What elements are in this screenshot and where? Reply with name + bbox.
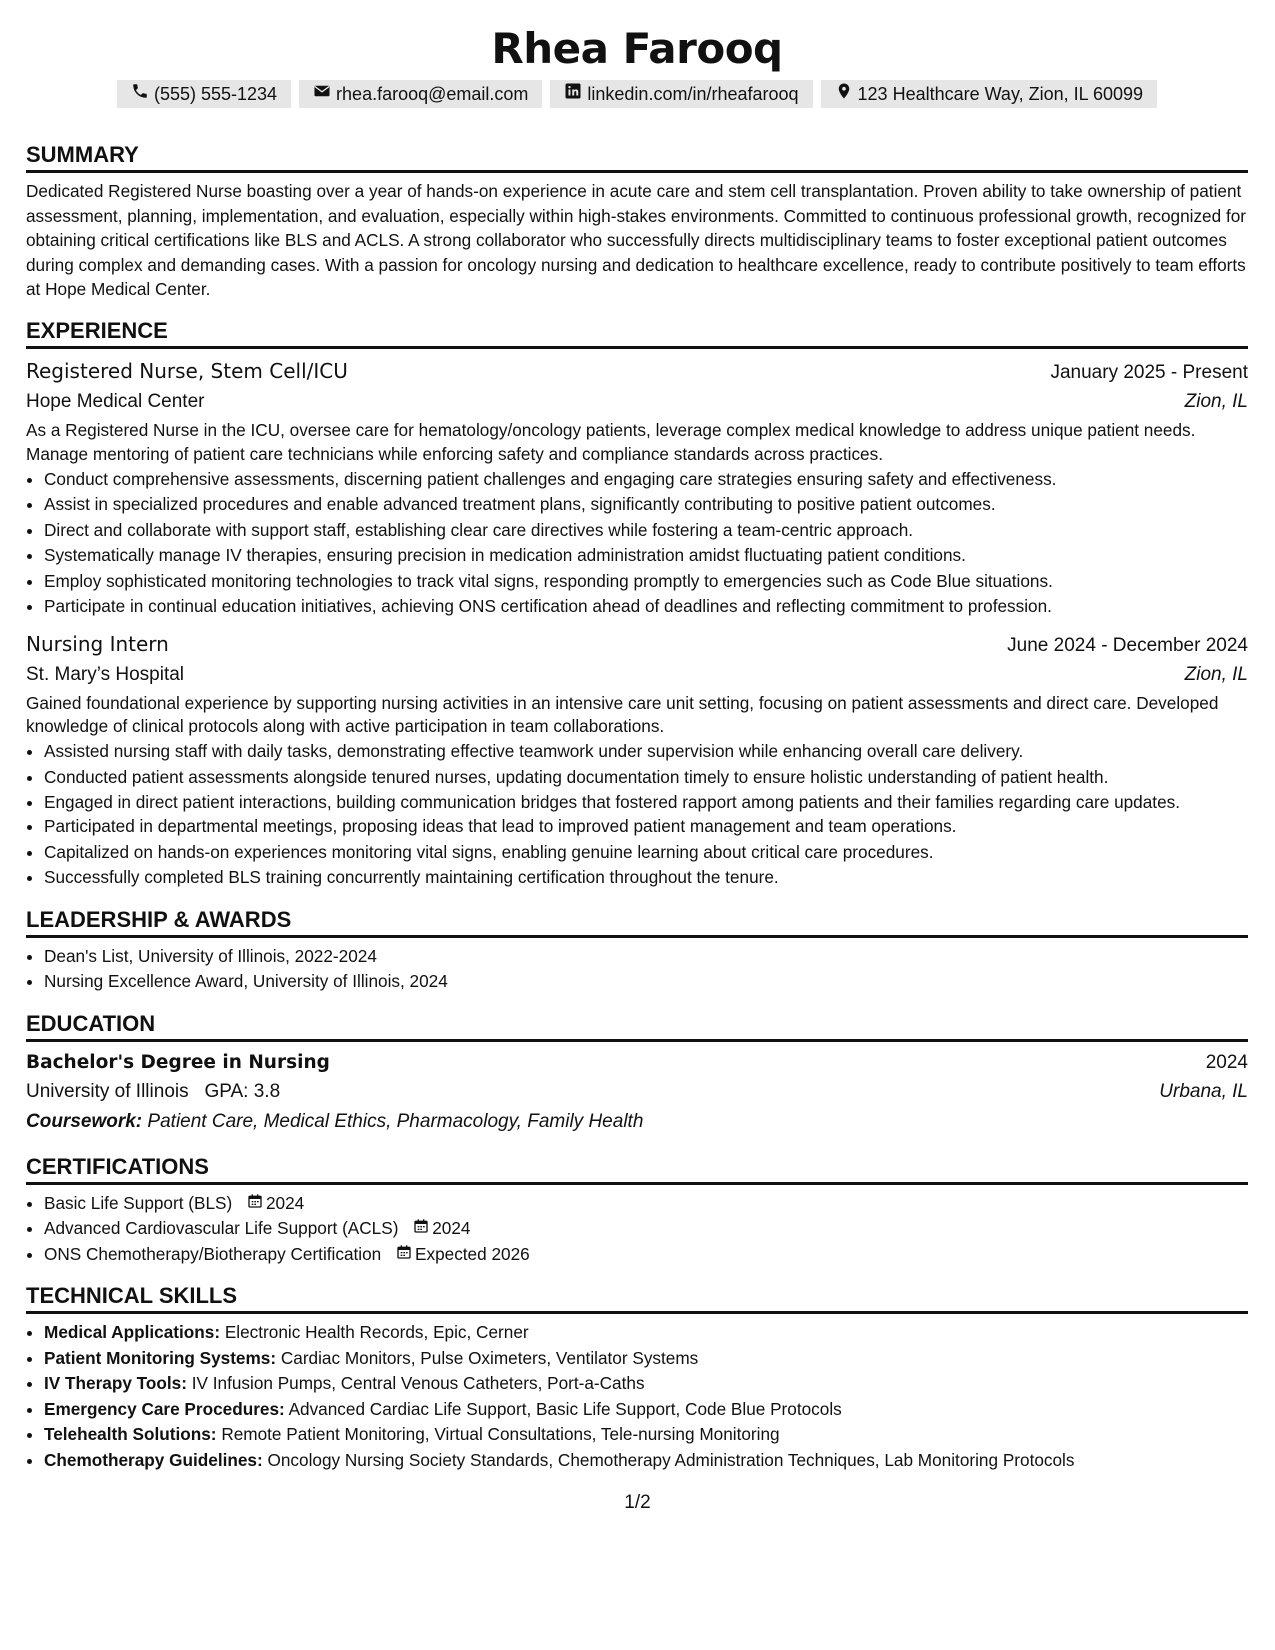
contact-bar xyxy=(26,80,1248,108)
section-title: TECHNICAL SKILLS xyxy=(26,1281,1248,1314)
list-item: • Participate in continual education initiatives, achieving ONS certification ahead of deadlines and reflecting commitment to profession. xyxy=(44,594,1248,620)
summary-section xyxy=(26,140,1248,302)
linkedin-icon xyxy=(564,80,582,108)
skill-label: Medical Applications: xyxy=(44,1322,221,1343)
address-text: 123 Healthcare Way, Zion, IL 60099 xyxy=(857,84,1144,104)
list-item: • Conduct comprehensive assessments, discerning patient challenges and engaging care strategies ensuring safety and effectiveness. xyxy=(44,467,1248,493)
skill-label: Telehealth Solutions: xyxy=(44,1424,217,1445)
list-item xyxy=(44,1371,1248,1397)
cert-date: 2024 xyxy=(265,1192,305,1213)
contact-phone[interactable] xyxy=(117,80,291,108)
experience-section xyxy=(26,316,1248,891)
email-text: rhea.farooq@email.com xyxy=(336,84,529,104)
education-section xyxy=(26,1009,1248,1138)
list-item: • Nursing Excellence Award, University of Illinois, 2024 xyxy=(44,969,1248,995)
section-title: SUMMARY xyxy=(26,140,1248,173)
calendar-icon xyxy=(247,1191,263,1217)
coursework xyxy=(26,1106,1248,1138)
job-description: Gained foundational experience by supporting nursing activities in an intensive care unit setting, focusing on patient assessments and direct care. Developed knowledge of clinical protocols along with active participation in team collaborations. xyxy=(26,692,1219,737)
section-title: EDUCATION xyxy=(26,1009,1248,1042)
skills-list xyxy=(26,1320,1248,1473)
school-location: Urbana, IL xyxy=(1159,1080,1248,1102)
list-item: • Successfully completed BLS training concurrently maintaining certification throughout the tenure. xyxy=(44,865,1248,891)
list-item: • Conducted patient assessments alongside tenured nurses, updating documentation timely to ensure holistic understanding of patient health. xyxy=(44,765,1248,791)
cert-name: Advanced Cardiovascular Life Support (ACLS) xyxy=(44,1218,399,1239)
skill-label: Emergency Care Procedures: xyxy=(44,1398,285,1419)
job-dates: June 2024 - December 2024 xyxy=(1007,634,1248,656)
job-location: Zion, IL xyxy=(1184,663,1248,685)
job-company: St. Mary’s Hospital xyxy=(26,663,185,685)
certifications-list xyxy=(26,1191,1248,1268)
phone-icon xyxy=(131,80,149,108)
job-title: Nursing Intern xyxy=(26,631,169,656)
coursework-label: Coursework: xyxy=(26,1110,143,1132)
list-item: • Capitalized on hands-on experiences monitoring vital signs, enabling genuine learning about critical care procedures. xyxy=(44,840,1248,866)
job-location: Zion, IL xyxy=(1184,390,1248,412)
list-item: • Employ sophisticated monitoring technologies to track vital signs, responding promptly to emergencies such as Code Blue situations. xyxy=(44,569,1248,595)
cert-name: Basic Life Support (BLS) xyxy=(44,1192,233,1213)
list-item xyxy=(44,1346,1248,1372)
gpa: GPA: 3.8 xyxy=(204,1080,281,1102)
school-line xyxy=(26,1078,280,1106)
job-entry xyxy=(26,355,1248,620)
job-bullets xyxy=(26,467,1248,620)
cert-date: 2024 xyxy=(432,1218,471,1239)
location-pin-icon xyxy=(835,80,853,108)
skill-value: Advanced Cardiac Life Support, Basic Life Support, Code Blue Protocols xyxy=(288,1398,842,1419)
phone-text: (555) 555-1234 xyxy=(153,84,278,104)
degree-year: 2024 xyxy=(1205,1051,1248,1073)
list-item: • Assist in specialized procedures and enable advanced treatment plans, significantly contributing to positive patient outcomes. xyxy=(44,492,1248,518)
skill-value: IV Infusion Pumps, Central Venous Catheters, Port-a-Caths xyxy=(191,1373,645,1394)
list-item xyxy=(44,1216,1248,1242)
contact-linkedin[interactable] xyxy=(550,80,812,108)
degree-title: Bachelor's Degree in Nursing xyxy=(26,1051,330,1073)
list-item xyxy=(44,1448,1248,1474)
cert-name: ONS Chemotherapy/Biotherapy Certification xyxy=(44,1243,382,1264)
contact-email[interactable] xyxy=(299,80,542,108)
job-entry xyxy=(26,628,1248,891)
section-title: EXPERIENCE xyxy=(26,316,1248,349)
list-item: • Direct and collaborate with support staff, establishing clear care directives while fostering a team-centric approach. xyxy=(44,518,1248,544)
contact-address[interactable] xyxy=(821,80,1158,108)
section-title: LEADERSHIP & AWARDS xyxy=(26,905,1248,938)
school-name: University of Illinois xyxy=(26,1080,189,1102)
job-title: Registered Nurse, Stem Cell/ICU xyxy=(26,358,348,383)
list-item: • Engaged in direct patient interactions, building communication bridges that fostered rapport among patients and their families regarding care updates. xyxy=(44,790,1248,814)
page-number: 1/2 xyxy=(624,1492,651,1513)
list-item xyxy=(44,1397,1248,1423)
resume-page xyxy=(26,0,1248,1473)
skills-section xyxy=(26,1281,1248,1473)
section-title: CERTIFICATIONS xyxy=(26,1152,1248,1185)
summary-text: Dedicated Registered Nurse boasting over a year of hands-on experience in acute care and stem cell transplantation. Proven ability to take ownership of patient assessment, planning, implementation, and evaluation, especially within high-stakes environments. Committed to continuous professional growth, recognized for obtaining critical certifications like BLS and ACLS. A strong collaborator who successfully directs multidisciplinary teams to foster exceptional patient outcomes during complex and demanding cases. With a passion for oncology nursing and dedication to healthcare excellence, ready to contribute positively to team efforts at Hope Medical Center. xyxy=(26,181,1247,300)
leadership-section xyxy=(26,905,1248,995)
list-item xyxy=(44,1422,1248,1448)
skill-value: Electronic Health Records, Epic, Cerner xyxy=(224,1322,529,1343)
job-description: As a Registered Nurse in the ICU, oversee care for hematology/oncology patients, leverage complex medical knowledge to address unique patient needs. Manage mentoring of patient care technicians while enforcing safety and compliance standards across practices. xyxy=(26,419,1196,464)
envelope-icon xyxy=(313,80,331,108)
list-item xyxy=(44,1320,1248,1346)
skill-value: Cardiac Monitors, Pulse Oximeters, Ventilator Systems xyxy=(280,1347,699,1368)
skill-value: Remote Patient Monitoring, Virtual Consultations, Tele-nursing Monitoring xyxy=(221,1424,780,1445)
job-bullets xyxy=(26,739,1248,891)
list-item: • Assisted nursing staff with daily tasks, demonstrating effective teamwork under supervision while enhancing overall care delivery. xyxy=(44,739,1248,765)
coursework-list: Patient Care, Medical Ethics, Pharmacology, Family Health xyxy=(147,1110,644,1132)
list-item xyxy=(44,1191,1248,1217)
calendar-icon xyxy=(413,1216,429,1242)
certifications-section xyxy=(26,1152,1248,1268)
candidate-name: Rhea Farooq xyxy=(491,24,783,73)
skill-value: Oncology Nursing Society Standards, Chemotherapy Administration Techniques, Lab Monitoring Protocols xyxy=(267,1449,1075,1470)
list-item xyxy=(44,1242,1248,1268)
skill-label: Patient Monitoring Systems: xyxy=(44,1347,277,1368)
list-item: • Dean's List, University of Illinois, 2022-2024 xyxy=(44,944,1248,970)
job-company: Hope Medical Center xyxy=(26,390,205,412)
linkedin-text: linkedin.com/in/rheafarooq xyxy=(587,84,799,104)
awards-list xyxy=(26,944,1248,995)
cert-date: Expected 2026 xyxy=(415,1243,530,1264)
skill-label: Chemotherapy Guidelines: xyxy=(44,1449,263,1470)
job-dates: January 2025 - Present xyxy=(1050,361,1248,383)
list-item: • Participated in departmental meetings, proposing ideas that lead to improved patient management and team operations. xyxy=(44,814,1248,840)
calendar-icon xyxy=(396,1242,412,1268)
list-item: • Systematically manage IV therapies, ensuring precision in medication administration amidst fluctuating patient conditions. xyxy=(44,543,1248,569)
skill-label: IV Therapy Tools: xyxy=(44,1373,187,1394)
